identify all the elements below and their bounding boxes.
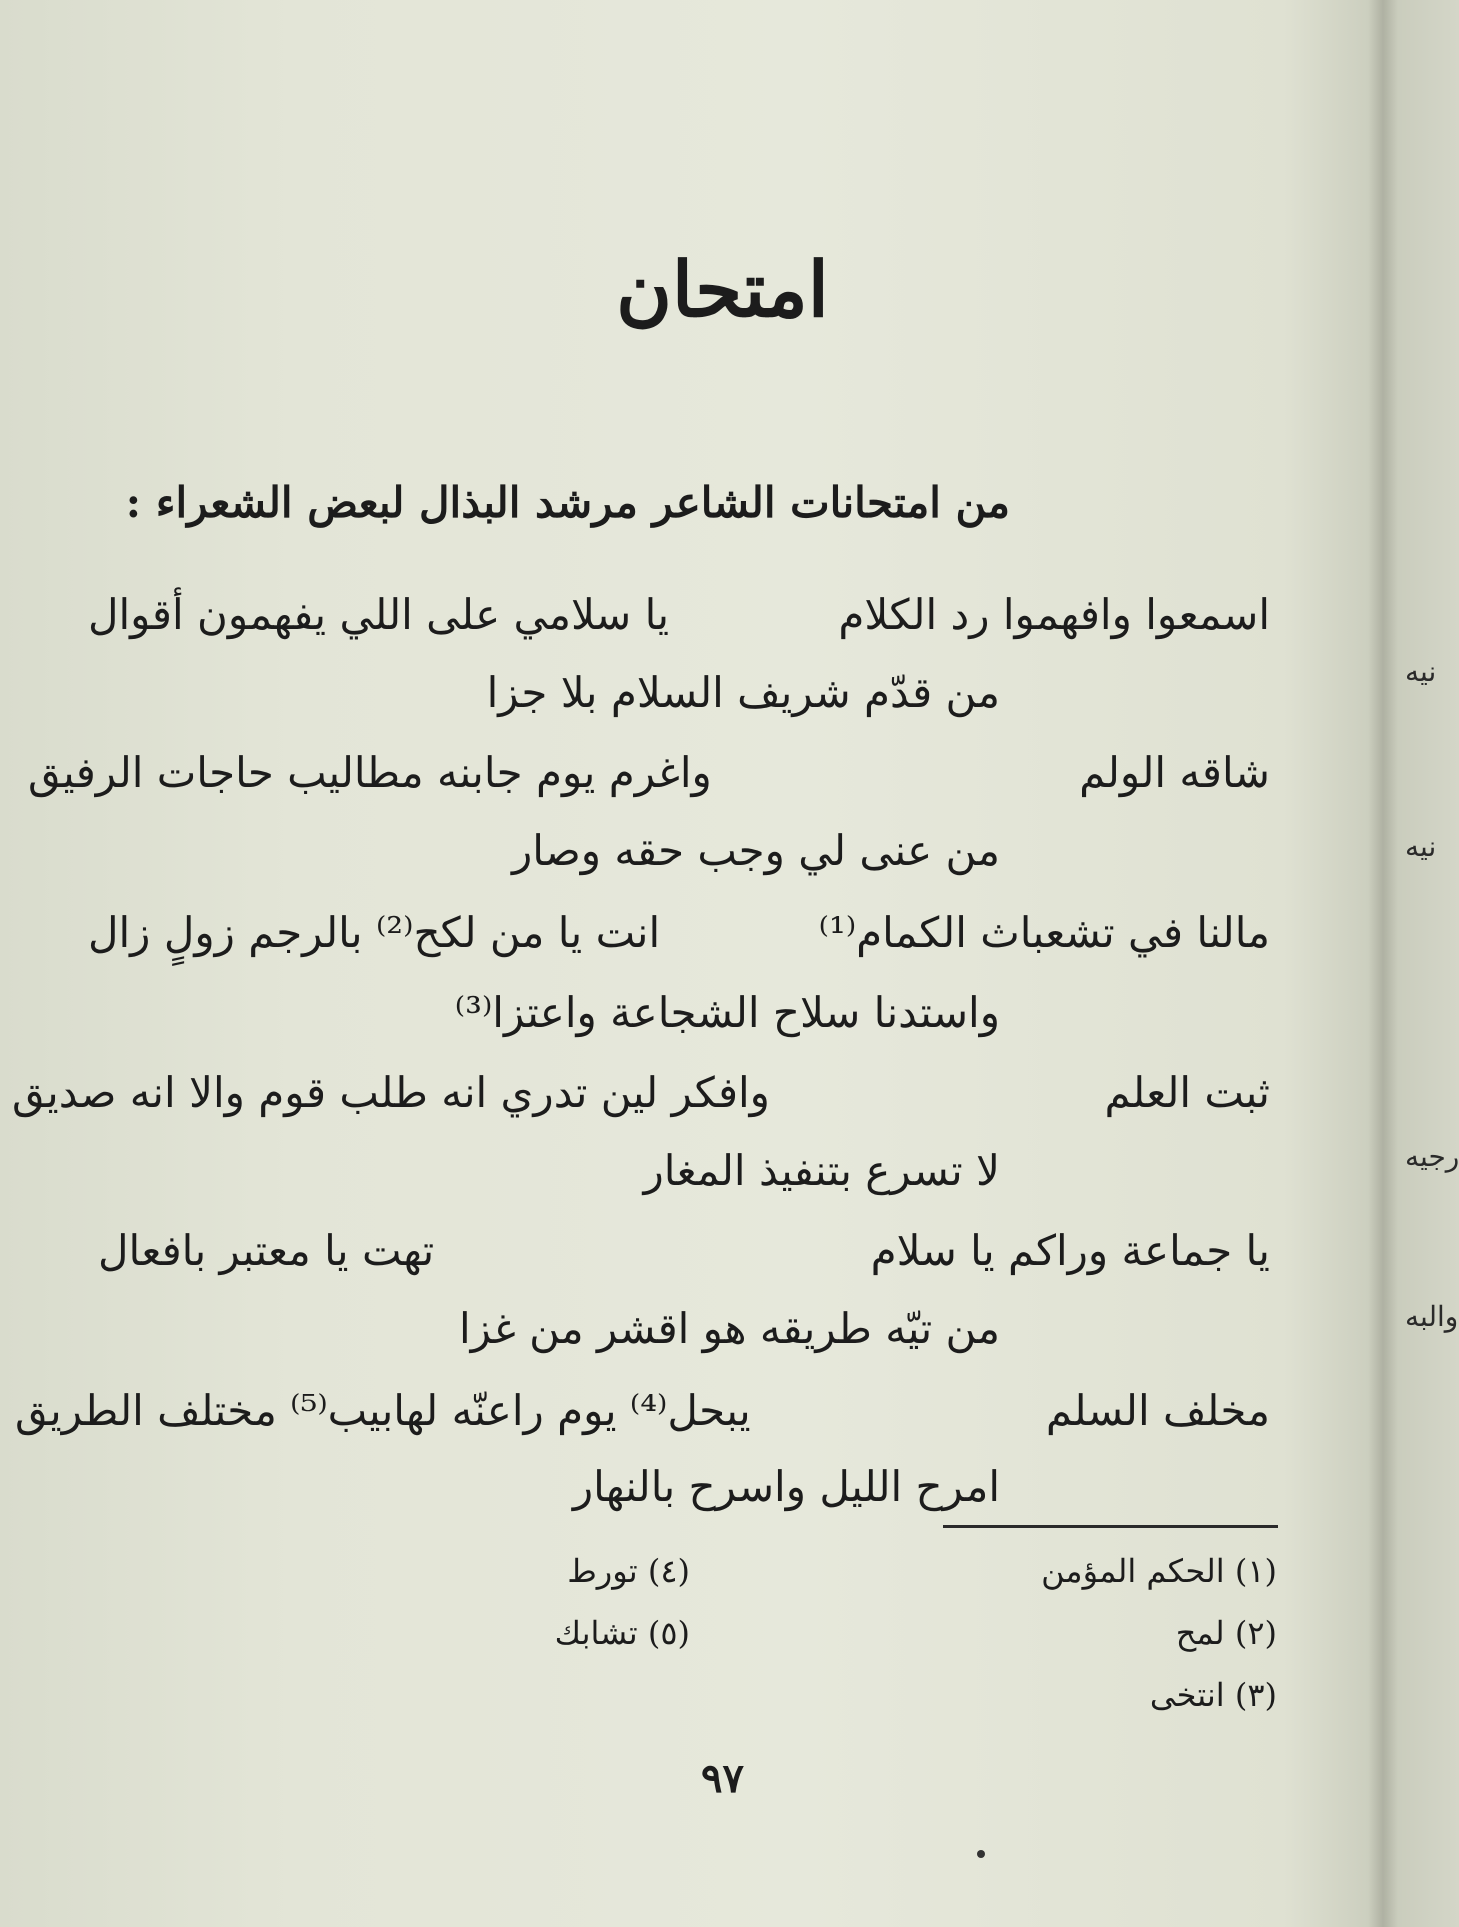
footnote-divider [943,1525,1278,1528]
verse-left-hemistich: تهت يا معتبر بافعال [98,1226,435,1275]
verse-right-hemistich: ثبت العلم [1104,1068,1270,1117]
verse-refrain: امرح الليل واسرح بالنهار [572,1462,1000,1511]
verse-right-hemistich: يا جماعة وراكم يا سلام [870,1226,1270,1275]
verse-left-hemistich: واغرم يوم جابنه مطاليب حاجات الرفيق [28,748,712,797]
footnote: (٥) تشابك [554,1614,690,1652]
footnote: (١) الحكم المؤمن [1041,1552,1277,1590]
facing-page-fragment: نيه [1405,830,1437,863]
verse-refrain: من تيّه طريقه هو اقشر من غزا [458,1304,1000,1353]
footnote: (٣) انتخى [1149,1676,1277,1714]
verse-left-hemistich: وافكر لين تدري انه طلب قوم والا انه صديق [12,1068,770,1117]
verse-left-hemistich: انت يا من لكح⁽²⁾ بالرجم زولٍ زال [88,908,661,957]
verse-right-hemistich: مالنا في تشعباث الكمام⁽¹⁾ [818,908,1270,957]
verse-right-hemistich: اسمعوا وافهموا رد الكلام [838,590,1270,639]
footnote: (٢) لمح [1175,1614,1277,1652]
facing-page-fragment: والبه [1405,1300,1459,1333]
verse-refrain: لا تسرع بتنفيذ المغار [643,1146,1000,1195]
footnote: (٤) تورط [567,1552,690,1590]
verse-refrain: من قدّم شريف السلام بلا جزا [486,668,1000,717]
verse-refrain: من عنى لي وجب حقه وصار [511,826,1000,875]
ink-speck [977,1850,985,1858]
page-number: ٩٧ [701,1755,744,1802]
verse-refrain: واستدنا سلاح الشجاعة واعتزا⁽³⁾ [454,988,1000,1037]
intro-line: من امتحانات الشاعر مرشد البذال لبعض الشعراء : [125,478,1010,527]
verse-right-hemistich: شاقه الولم [1079,748,1270,797]
facing-page-fragment: نيه [1405,655,1437,688]
facing-page-fragment: رجيه [1405,1140,1459,1173]
page-title: امتحان [616,245,829,334]
verse-right-hemistich: مخلف السلم [1045,1386,1270,1435]
verse-left-hemistich: يبحل⁽⁴⁾ يوم راعنّه لهابيب⁽⁵⁾ مختلف الطريق [15,1386,751,1435]
verse-left-hemistich: يا سلامي على اللي يفهمون أقوال [88,590,670,639]
